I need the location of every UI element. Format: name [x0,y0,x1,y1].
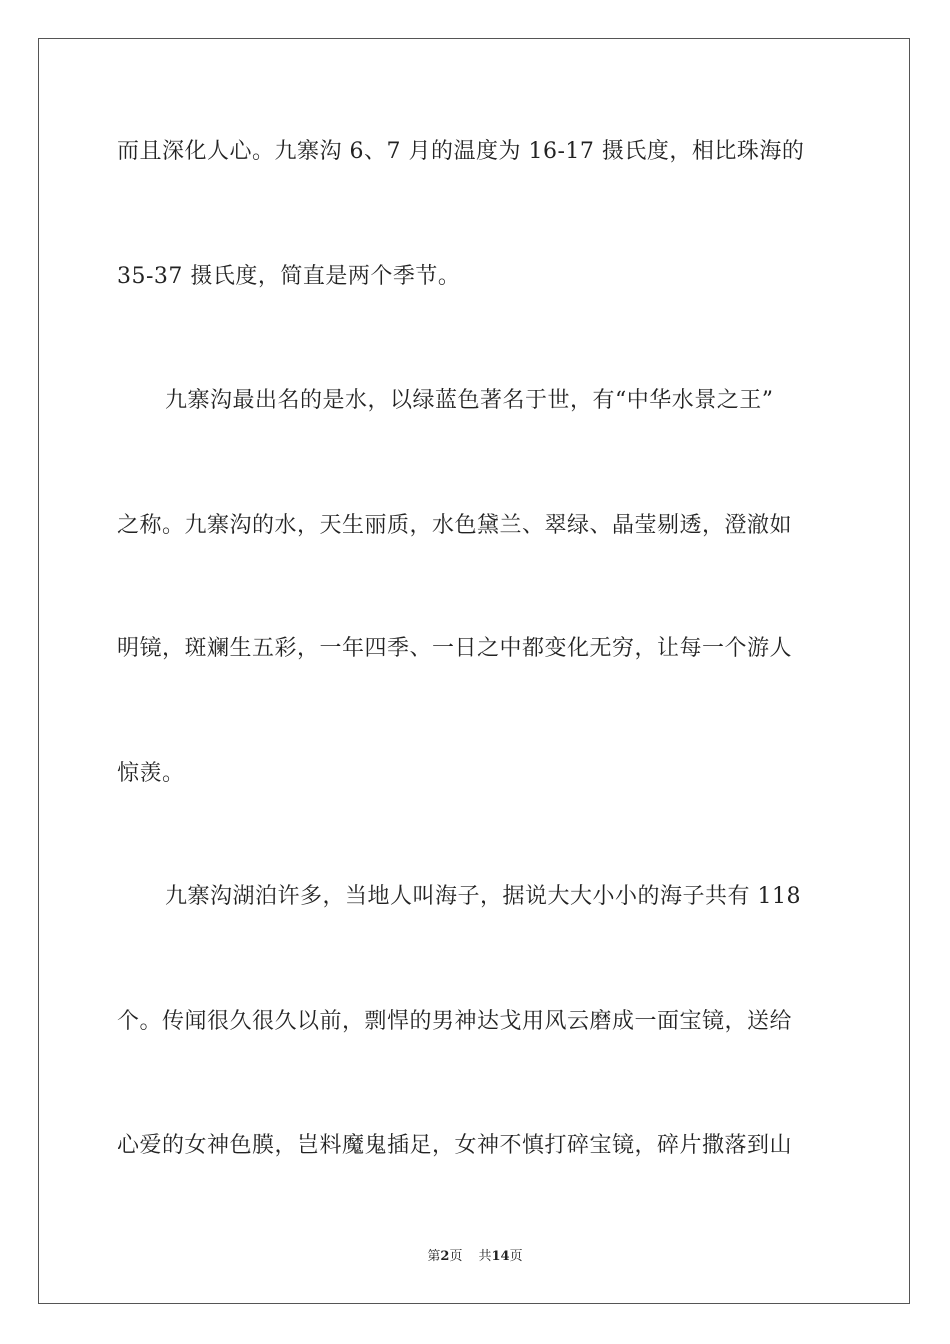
text-line-2: 35-37 摄氏度，简直是两个季节。 [117,264,461,289]
text-line-7: 九寨沟湖泊许多，当地人叫海子，据说大大小小的海子共有 118 [165,884,801,909]
text-line-9: 心爱的女神色膜，岂料魔鬼插足，女神不慎打碎宝镜，碎片撒落到山 [117,1133,793,1158]
text-line-8: 个。传闻很久很久以前，剽悍的男神达戈用风云磨成一面宝镜，送给 [117,1009,793,1034]
page-border [38,38,910,1304]
total-pages: 14 [491,1249,510,1264]
text-line-5: 明镜，斑斓生五彩，一年四季、一日之中都变化无穷，让每一个游人 [117,636,793,661]
total-suffix: 页 [509,1249,523,1264]
text-line-3: 九寨沟最出名的是水，以绿蓝色著名于世，有“中华水景之王” [165,388,774,413]
page-footer [0,1248,950,1266]
page-number: 2 [440,1249,450,1264]
text-line-4: 之称。九寨沟的水，天生丽质，水色黛兰、翠绿、晶莹剔透，澄澈如 [117,513,793,538]
text-line-1: 而且深化人心。九寨沟 6、7 月的温度为 16-17 摄氏度，相比珠海的 [117,139,805,164]
total-prefix: 共 [478,1249,492,1264]
page-prefix: 第 [427,1249,441,1264]
page-suffix: 页 [449,1249,463,1264]
text-line-6: 惊羡。 [117,761,185,786]
